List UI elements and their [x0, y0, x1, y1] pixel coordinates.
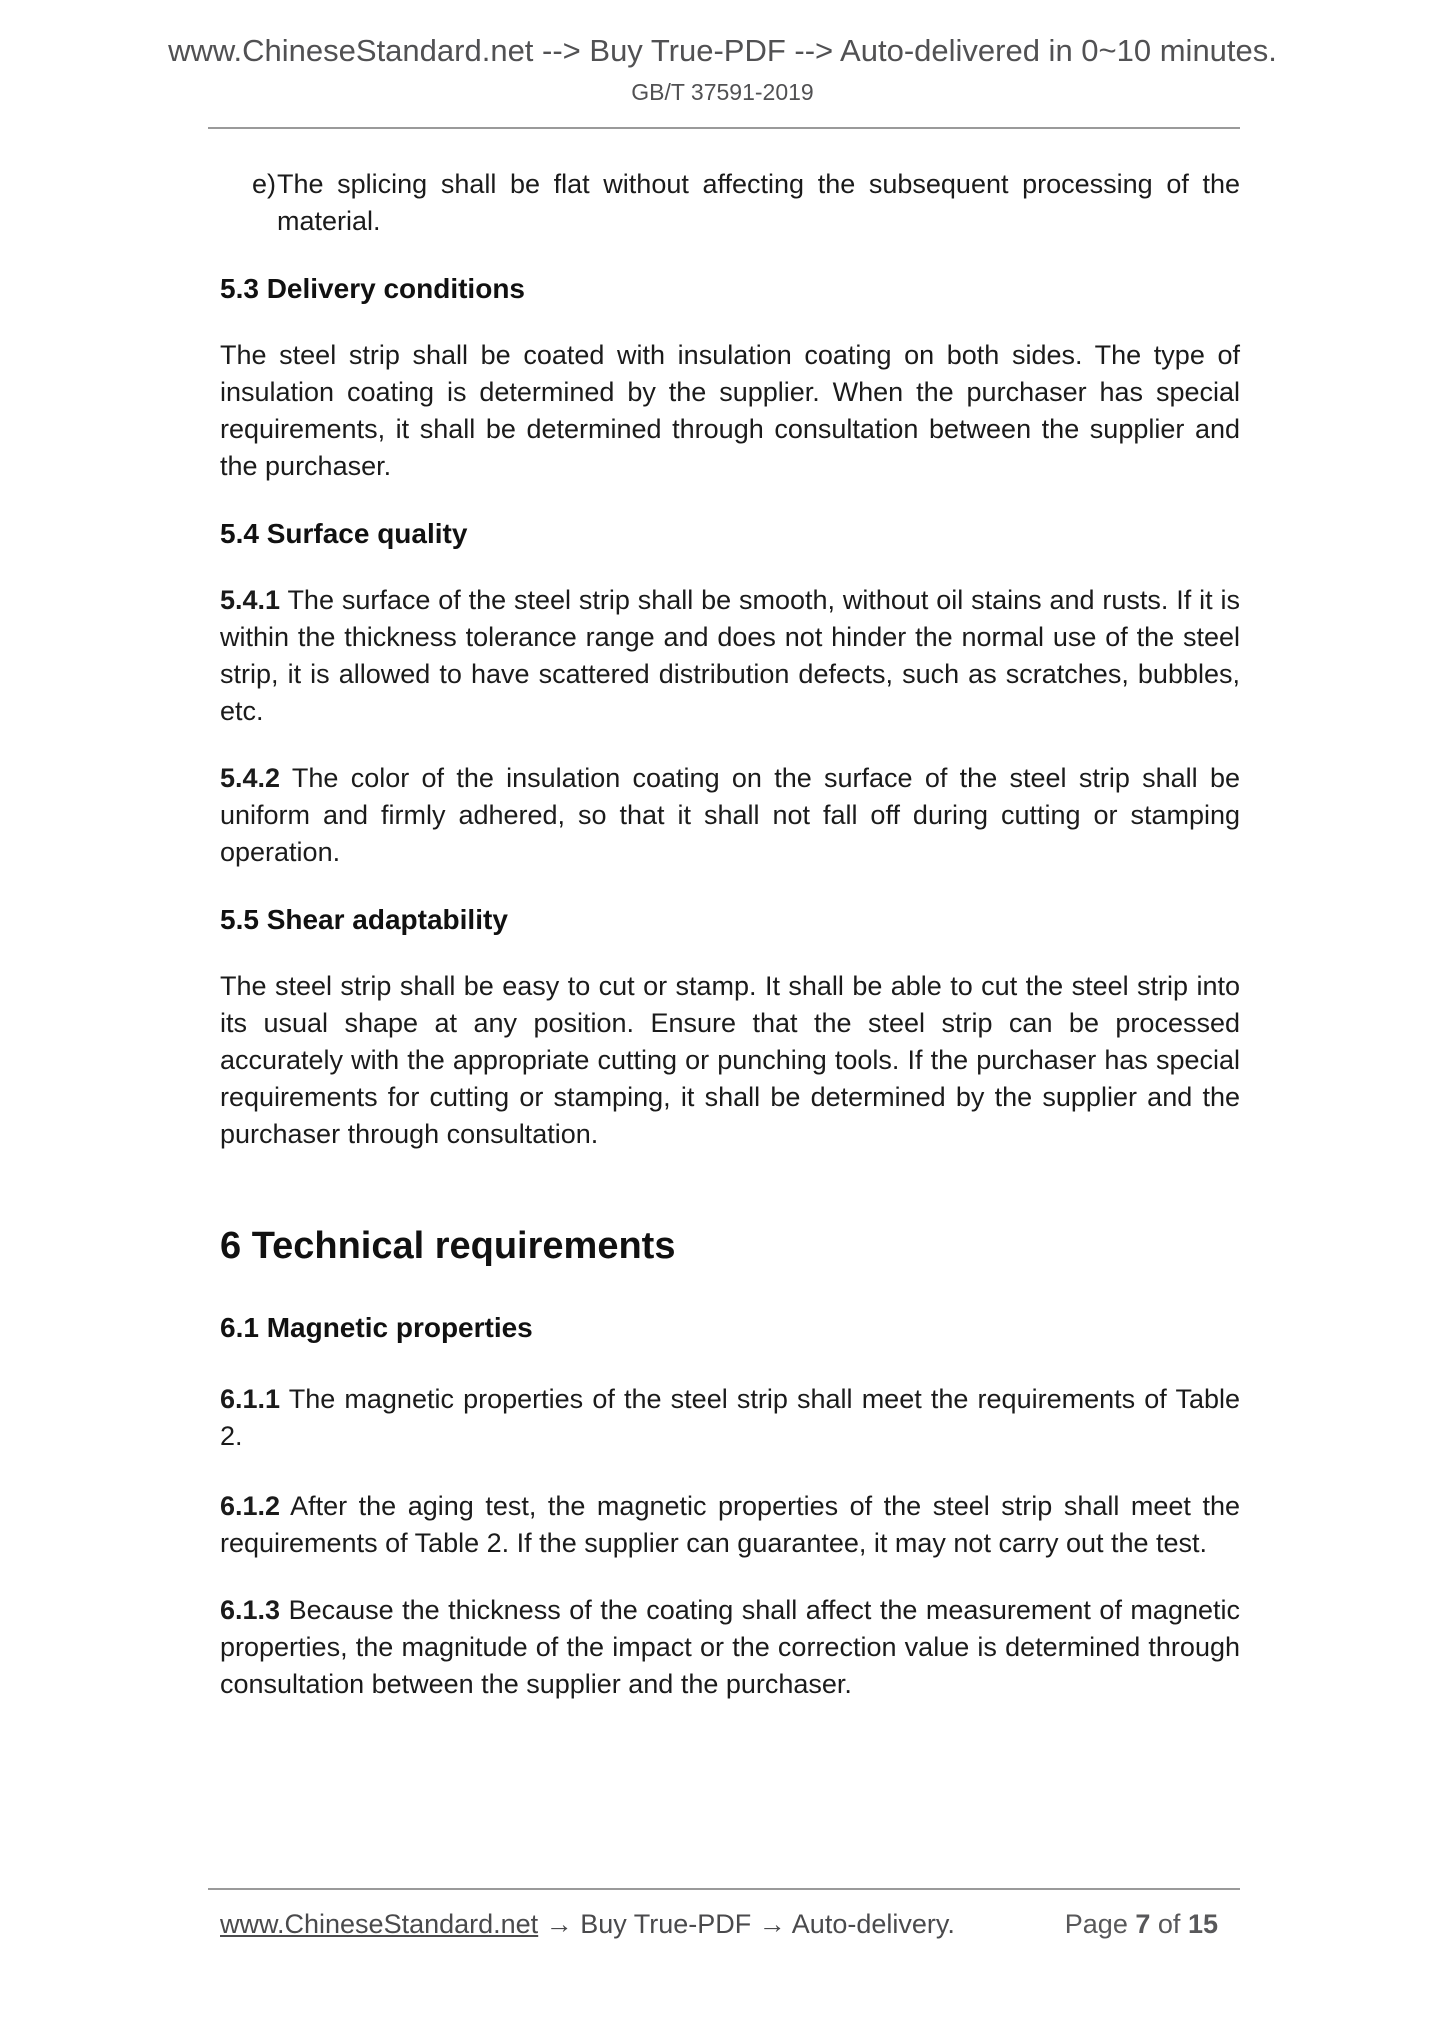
header-promo-text: www.ChineseStandard.net --> Buy True-PDF --> Auto-delivered in 0~10 minutes.: [168, 33, 1277, 68]
paragraph-6-1-2: [220, 1488, 1240, 1562]
arrow-right-icon: →: [758, 1909, 786, 1939]
paragraph-5-5: [220, 968, 1240, 1153]
page-total-number: 15: [1187, 1909, 1218, 1939]
list-item-e: [220, 166, 1240, 240]
footer-delivery-text: Auto-delivery.: [791, 1909, 955, 1939]
paragraph-6-1-3: [220, 1592, 1240, 1703]
paragraph-5-4-1-number: 5.4.1: [220, 585, 281, 615]
paragraph-5-4-2-text: The color of the insulation coating on the surface of the steel strip shall be uniform and firmly adhered, so that it shall not fall off during cutting or stamping operation.: [220, 763, 1240, 867]
section-heading-5-4: 5.4 Surface quality: [220, 518, 468, 549]
paragraph-5-4-1: [220, 582, 1240, 730]
footer-site-link[interactable]: www.ChineseStandard.net: [220, 1909, 539, 1939]
page-label: Page: [1064, 1909, 1128, 1939]
page-indicator: [1065, 1906, 1218, 1943]
list-item-e-label: e): [252, 169, 277, 199]
page-current-number: 7: [1135, 1909, 1151, 1939]
arrow-right-icon: →: [545, 1909, 573, 1939]
footer-promo: [220, 1906, 955, 1943]
footer-buy-text: Buy True-PDF: [580, 1909, 752, 1939]
paragraph-5-4-2-number: 5.4.2: [220, 763, 281, 793]
section-heading-5-3: 5.3 Delivery conditions: [220, 273, 525, 304]
paragraph-6-1-1: [220, 1381, 1240, 1455]
paragraph-6-1-3-number: 6.1.3: [220, 1595, 281, 1625]
paragraph-5-3: [220, 337, 1240, 485]
document-number: GB/T 37591-2019: [631, 79, 814, 105]
paragraph-5-4-1-text: The surface of the steel strip shall be smooth, without oil stains and rusts. If it is within the thickness tolerance range and does not hinder the normal use of the steel strip, it is allowed to have scattered distribution defects, such as scratches, bubbles, etc.: [220, 585, 1240, 726]
footer-divider: [208, 1888, 1240, 1890]
document-body: [220, 166, 1240, 1733]
page-header: [0, 32, 1445, 106]
chapter-heading-6: 6 Technical requirements: [220, 1225, 676, 1267]
section-heading-5-5: 5.5 Shear adaptability: [220, 904, 508, 935]
paragraph-5-4-2: [220, 760, 1240, 871]
section-heading-6-1: 6.1 Magnetic properties: [220, 1312, 533, 1343]
paragraph-5-5-text: The steel strip shall be easy to cut or stamp. It shall be able to cut the steel strip into its usual shape at any position. Ensure that the steel strip can be processed accurately with the appropriate cutting or punching tools. If the purchaser has special requirements for cutting or stamping, it shall be determined by the supplier and the purchaser through consultation.: [220, 971, 1240, 1149]
paragraph-6-1-1-number: 6.1.1: [220, 1384, 281, 1414]
paragraph-6-1-2-number: 6.1.2: [220, 1491, 281, 1521]
page-of-label: of: [1157, 1909, 1181, 1939]
header-divider: [208, 127, 1240, 129]
list-item-e-text: The splicing shall be flat without affecting the subsequent processing of the material.: [277, 169, 1240, 236]
paragraph-6-1-2-text: After the aging test, the magnetic properties of the steel strip shall meet the requirements of Table 2. If the supplier can guarantee, it may not carry out the test.: [220, 1491, 1240, 1558]
paragraph-5-3-text: The steel strip shall be coated with insulation coating on both sides. The type of insulation coating is determined by the supplier. When the purchaser has special requirements, it shall be determined through consultation between the supplier and the purchaser.: [220, 340, 1240, 481]
page-footer: [220, 1906, 1240, 1943]
paragraph-6-1-3-text: Because the thickness of the coating shall affect the measurement of magnetic properties, the magnitude of the impact or the correction value is determined through consultation between the supplier and the purchaser.: [220, 1595, 1240, 1699]
paragraph-6-1-1-text: The magnetic properties of the steel strip shall meet the requirements of Table 2.: [220, 1384, 1240, 1451]
